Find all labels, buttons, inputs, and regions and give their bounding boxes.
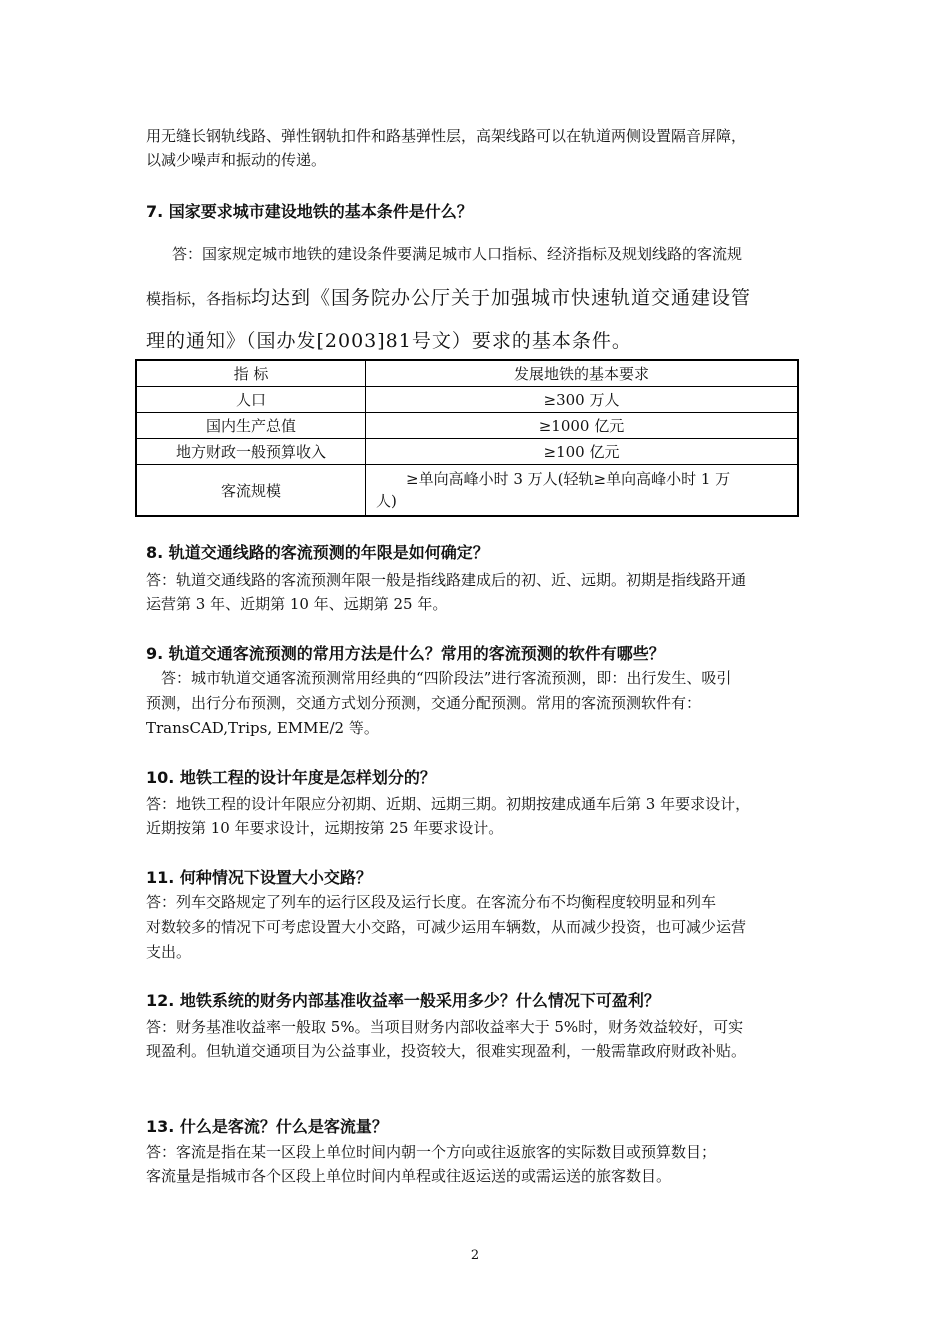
requirements-table (135, 359, 799, 517)
table-header-cell: 发展地铁的基本要求 (366, 360, 799, 387)
q13-answer-line-1: 答：客流是指在某一区段上单位时间内朝一个方向或往返旅客的实际数目或预算数目； (146, 1143, 717, 1161)
q8-heading: 8. 轨道交通线路的客流预测的年限是如何确定？ (146, 543, 489, 562)
table-cell: ≥1000 亿元 (366, 413, 799, 439)
q10-answer-line-1: 答：地铁工程的设计年限应分初期、近期、远期三期。初期按建成通车后第 3 年要求设计， (146, 795, 751, 813)
table-cell: ≥100 亿元 (366, 439, 799, 465)
q8-answer (146, 568, 806, 616)
q10-answer-line-2: 近期按第 10 年要求设计，远期按第 25 年要求设计。 (146, 819, 504, 837)
table-row (136, 465, 798, 517)
q7-answer-line-2 (146, 284, 806, 313)
table-cell-line: 人) (376, 492, 397, 510)
q13-heading: 13. 什么是客流？什么是客流量？ (146, 1117, 388, 1136)
q7-answer-line-1: 答：国家规定城市地铁的建设条件要满足城市人口指标、经济指标及规划线路的客流规 (172, 245, 743, 263)
q10-heading: 10. 地铁工程的设计年度是怎样划分的？ (146, 768, 436, 787)
table-cell (366, 465, 799, 517)
intro-paragraph (146, 124, 806, 172)
table-row (136, 413, 798, 439)
q7-answer-cont (146, 284, 806, 355)
q7-answer-line-3: 理的通知》（国办发[2003]81号文）要求的基本条件。 (146, 330, 632, 352)
q10-answer (146, 792, 806, 840)
q7-answer (172, 242, 832, 266)
q9-answer-line-3: TransCAD,Trips, EMME/2 等。 (146, 719, 379, 737)
q9-answer-line-1: 答：城市轨道交通客流预测常用经典的“四阶段法”进行客流预测，即：出行发生、吸引 (161, 669, 732, 687)
intro-line-2: 以减少噪声和振动的传递。 (146, 151, 327, 169)
q13-answer-line-2: 客流量是指城市各个区段上单位时间内单程或往返运送的或需运送的旅客数目。 (146, 1167, 672, 1185)
page-number: 2 (470, 1248, 480, 1263)
table-header-cell: 指 标 (136, 360, 366, 387)
q7-answer-line-2-small: 模指标，各指标 (146, 290, 252, 308)
table-cell-line: ≥单向高峰小时 3 万人(轻轨≥单向高峰小时 1 万 (406, 470, 731, 488)
q12-answer-line-1: 答：财务基准收益率一般取 5%。当项目财务内部收益率大于 5%时，财务效益较好，可实 (146, 1018, 744, 1036)
q8-answer-line-1: 答：轨道交通线路的客流预测年限一般是指线路建成后的初、近、远期。初期是指线路开通 (146, 571, 747, 589)
q11-answer-line-3: 支出。 (146, 943, 192, 961)
q9-answer (146, 666, 806, 741)
q9-heading: 9. 轨道交通客流预测的常用方法是什么？常用的客流预测的软件有哪些？ (146, 644, 665, 663)
table-cell: 国内生产总值 (136, 413, 366, 439)
table-cell: 人口 (136, 387, 366, 413)
q12-heading: 12. 地铁系统的财务内部基准收益率一般采用多少？什么情况下可盈利？ (146, 991, 660, 1010)
q11-answer-line-2: 对数较多的情况下可考虑设置大小交路，可减少运用车辆数，从而减少投资，也可减少运营 (146, 918, 747, 936)
q11-answer (146, 890, 806, 965)
table-header-row (136, 360, 798, 387)
q9-answer-line-2: 预测，出行分布预测，交通方式划分预测，交通分配预测。常用的客流预测软件有： (146, 694, 702, 712)
table-row (136, 439, 798, 465)
intro-line-1: 用无缝长钢轨线路、弹性钢轨扣件和路基弹性层，高架线路可以在轨道两侧设置隔音屏障， (146, 127, 747, 145)
q13-answer (146, 1140, 806, 1188)
q7-heading: 7. 国家要求城市建设地铁的基本条件是什么？ (146, 202, 473, 221)
q11-heading: 11. 何种情况下设置大小交路？ (146, 868, 372, 887)
q8-answer-line-2: 运营第 3 年、近期第 10 年、远期第 25 年。 (146, 595, 448, 613)
table-row (136, 387, 798, 413)
q11-answer-line-1: 答：列车交路规定了列车的运行区段及运行长度。在客流分布不均衡程度较明显和列车 (146, 893, 717, 911)
table-cell: ≥300 万人 (366, 387, 799, 413)
q7-answer-line-2-big: 均达到《国务院办公厅关于加强城市快速轨道交通建设管 (251, 287, 752, 309)
table-cell: 地方财政一般预算收入 (136, 439, 366, 465)
q12-answer-line-2: 现盈利。但轨道交通项目为公益事业，投资较大，很难实现盈利，一般需靠政府财政补贴。 (146, 1042, 747, 1060)
table-cell: 客流规模 (136, 465, 366, 517)
q12-answer (146, 1015, 806, 1063)
